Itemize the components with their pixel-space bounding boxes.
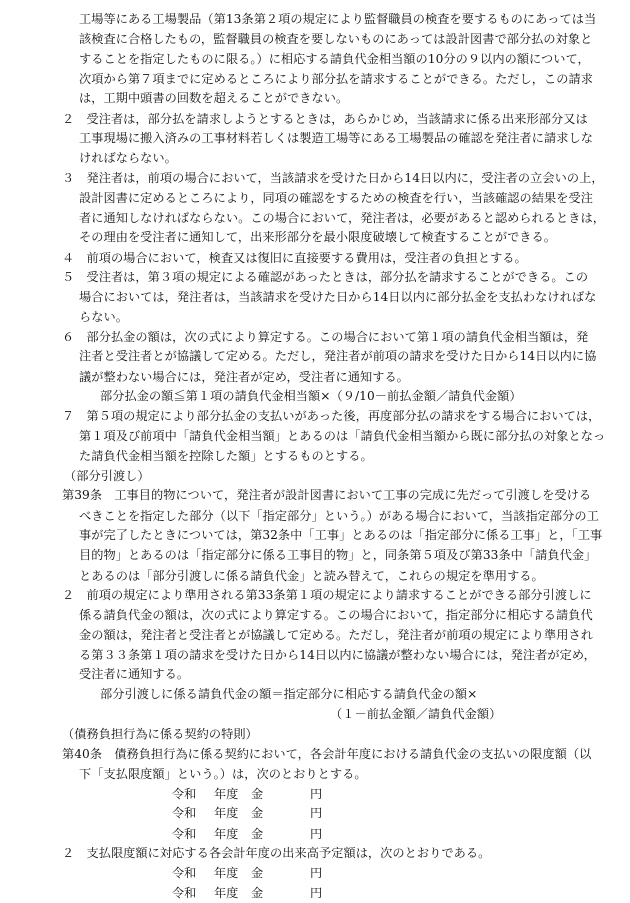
- section-heading: （部分引渡し）: [64, 469, 150, 483]
- text-line: 工事現場に搬入済みの工事材料若しくは製造工場等にある工場製品の確認を発注者に請求しな: [79, 131, 593, 145]
- amount-cell: 令和: [172, 866, 197, 880]
- text-line: 者に通知しなければならない。この場合において，発注者は，必要があると認められるときは，: [79, 211, 605, 225]
- text-line: することを指定したものに限る。）に相応する請負代金相当額の10分の９以内の額について，: [79, 52, 590, 66]
- text-line: 設計図書に定めるところにより，同項の確認をするための検査を行い，当該確認の結果を受注: [79, 191, 593, 205]
- amount-cell: 金: [251, 806, 264, 820]
- text-line: ５ 受注者は，第３項の規定による確認があったときは，部分払を請求することができる。この: [62, 270, 589, 284]
- amount-cell: 年度: [214, 866, 239, 880]
- amount-cell: 金: [251, 866, 264, 880]
- text-line: 第39条 工事目的物について，発注者が設計図書において工事の完成に先だって引渡しを受ける: [62, 488, 592, 502]
- text-line: ７ 第５項の規定により部分払金の支払いがあった後，再度部分払の請求をする場合においては，: [62, 409, 601, 423]
- text-line: 該検査に合格したもの，監督職員の検査を要しないものにあっては設計図書で部分払の対象と: [79, 32, 593, 46]
- amount-cell: 円: [310, 827, 323, 841]
- section-heading: （債務負担行為に係る契約の特則）: [62, 727, 258, 741]
- text-line: る第３３条第１項の請求を受けた日から14日以内に協議が整わない場合には，発注者が定め，: [79, 648, 596, 662]
- text-line: その理由を受注者に通知して，出来形部分を最小限度破壊して検査することができる。: [79, 230, 557, 244]
- amount-cell: 金: [251, 886, 264, 900]
- text-line: 第40条 債務負担行為に係る契約において，各会計年度における請負代金の支払いの限度額（以: [62, 747, 592, 761]
- text-line: とあるのは「部分引渡しに係る請負代金」と読み替えて，これらの規定を準用する。: [79, 569, 544, 583]
- text-line: 場合においては，発注者は，当該請求を受けた日から14日以内に部分払金を支払わなければな: [79, 290, 597, 304]
- text-line: 部分引渡しに係る請負代金の額＝指定部分に相応する請負代金の額×: [100, 687, 478, 701]
- amount-cell: 円: [310, 806, 323, 820]
- amount-cell: 令和: [172, 806, 197, 820]
- text-line: 次項から第７項までに定めるところにより部分払を請求することができる。ただし，この請求: [79, 72, 593, 86]
- text-line: 注者と受注者とが協議して定める。ただし，発注者が前項の請求を受けた日から14日以内に協: [79, 349, 597, 363]
- text-line: ければならない。: [79, 151, 177, 165]
- amount-cell: 金: [251, 827, 264, 841]
- text-line: ３ 発注者は，前項の場合において，当該請求を受けた日から14日以内に，受注者の立会いの上，: [62, 171, 604, 185]
- amount-cell: 金: [251, 787, 264, 801]
- amount-cell: 年度: [214, 886, 239, 900]
- text-line: ４ 前項の場合において，検査又は復旧に直接要する費用は，受注者の負担とする。: [62, 251, 527, 265]
- text-line: 金の額は，発注者と受注者とが協議して定める。ただし，発注者が前項の規定により準用され: [79, 628, 593, 642]
- text-line: 下「支払限度額」という。）は，次のとおりとする。: [79, 767, 367, 781]
- amount-cell: 年度: [214, 827, 239, 841]
- text-line: ６ 部分払金の額は，次の式により算定する。この場合において第１項の請負代金相当額は，発: [62, 330, 589, 344]
- text-line: 第１項及び前項中「請負代金相当額」とあるのは「請負代金相当額から既に部分払の対象となっ: [79, 429, 606, 443]
- amount-cell: 年度: [214, 806, 239, 820]
- amount-cell: 令和: [172, 827, 197, 841]
- text-line: ２ 受注者は，部分払を請求しようとするときは，あらかじめ，当該請求に係る出来形部分又は: [62, 112, 588, 126]
- text-line: （１－前払金額／請負代金額）: [330, 707, 502, 721]
- text-line: 受注者に通知する。: [79, 667, 190, 681]
- text-line: ２ 支払限度額に対応する各会計年度の出来高予定額は，次のとおりである。: [62, 846, 491, 860]
- text-line: 係る請負代金の額は，次の式により算定する。この場合において，指定部分に相応する請負代: [79, 608, 593, 622]
- amount-cell: 円: [310, 787, 323, 801]
- amount-cell: 令和: [172, 886, 197, 900]
- text-line: 目的物」とあるのは「指定部分に係る工事目的物」と，同条第５項及び第33条中「請負代金」: [79, 548, 597, 562]
- amount-cell: 円: [310, 886, 323, 900]
- amount-cell: 円: [310, 866, 323, 880]
- amount-cell: 年度: [214, 787, 239, 801]
- amount-cell: 令和: [172, 787, 197, 801]
- text-line: は，工期中頭書の回数を超えることができない。: [79, 91, 349, 105]
- text-line: 事が完了したときについては，第32条中「工事」とあるのは「指定部分に係る工事」と，「工事: [79, 528, 603, 542]
- text-line: 工場等にある工場製品（第13条第２項の規定により監督職員の検査を要するものにあっては当: [79, 12, 597, 26]
- text-line: ２ 前項の規定により準用される第33条第１項の規定により請求することができる部分引渡しに: [62, 588, 592, 602]
- text-line: らない。: [79, 310, 128, 324]
- text-line: べきことを指定した部分（以下「指定部分」という。）がある場合において，当該指定部分の工: [79, 509, 599, 523]
- text-line: 議が整わない場合には，発注者が定め，受注者に通知する。: [79, 370, 409, 384]
- text-line: 部分払金の額≦第１項の請負代金相当額×（９/10－前払金額／請負代金額）: [100, 389, 522, 403]
- text-line: た請負代金相当額を控除した額」とするものとする。: [79, 449, 373, 463]
